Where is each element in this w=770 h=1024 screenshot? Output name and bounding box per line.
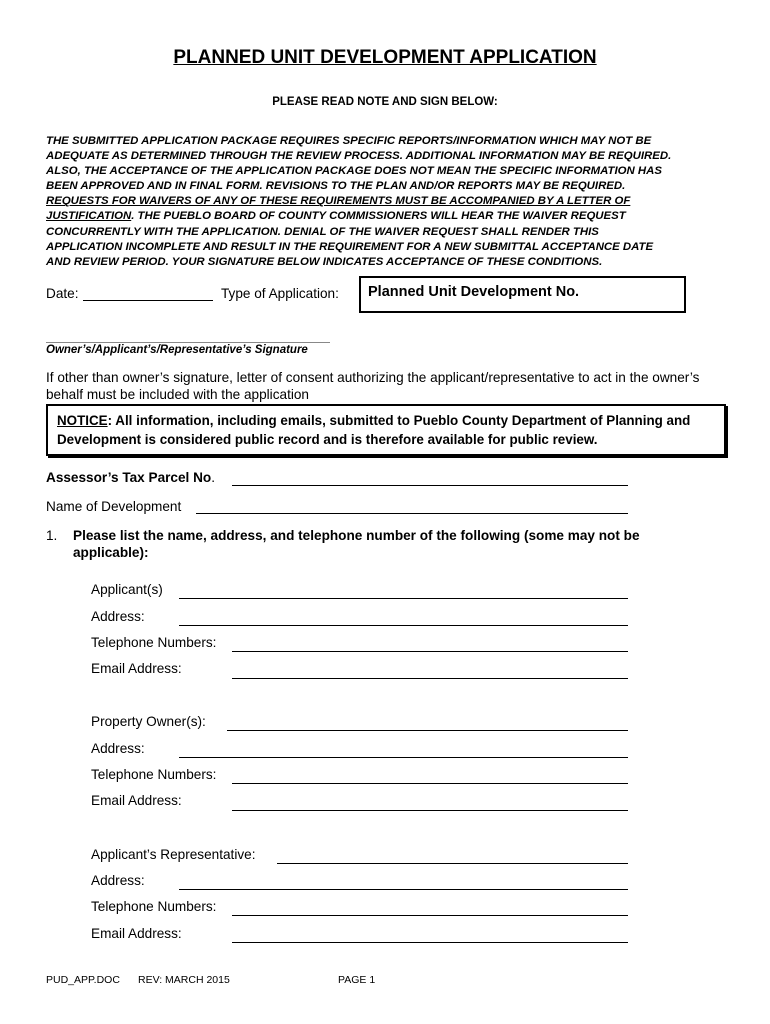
footer-revision: REV: MARCH 2015 (138, 974, 230, 986)
assessor-label (46, 470, 215, 485)
applicant-name-field[interactable] (179, 598, 628, 599)
representative-email-field[interactable] (232, 942, 628, 943)
owner-address-label: Address: (91, 741, 145, 756)
development-name-label: Name of Development (46, 499, 182, 514)
consent-text: If other than owner’s signature, letter of consent authorizing the applicant/representative to act in the owner’s behalf must be included with the application (46, 370, 700, 402)
note-line-rest: . THE PUEBLO BOARD OF COUNTY COMMISSIONERS WILL HEAR THE WAIVER REQUEST (131, 210, 626, 223)
question-number: 1. (46, 528, 58, 543)
footer-filename: PUD_APP.DOC (46, 974, 120, 986)
owner-address-field[interactable] (179, 757, 628, 758)
representative-name-label: Applicant’s Representative: (91, 847, 256, 862)
justification-text: JUSTIFICATION (46, 210, 132, 223)
applicant-address-label: Address: (91, 609, 145, 624)
note-line: THE SUBMITTED APPLICATION PACKAGE REQUIRES SPECIFIC REPORTS/INFORMATION WHICH MAY NOT BE (46, 135, 652, 147)
assessor-label-dot: . (211, 470, 216, 485)
applicant-phone-field[interactable] (232, 651, 628, 652)
page-title: PLANNED UNIT DEVELOPMENT APPLICATION (173, 47, 597, 68)
question-text: Please list the name, address, and telephone number of the following (some may not be (73, 528, 640, 543)
applicant-email-field[interactable] (232, 678, 628, 679)
applicant-address-field[interactable] (179, 625, 628, 626)
representative-address-field[interactable] (179, 889, 628, 890)
representative-phone-label: Telephone Numbers: (91, 899, 217, 914)
note-line: APPLICATION INCOMPLETE AND RESULT IN THE REQUIREMENT FOR A NEW SUBMITTAL ACCEPTANCE DATE (46, 240, 654, 253)
question-text: applicable): (73, 545, 149, 560)
development-name-field[interactable] (196, 513, 628, 514)
owner-name-field[interactable] (227, 730, 628, 731)
notice-text: Development is considered public record and is therefore available for public review. (57, 432, 598, 447)
note-line: BEEN APPROVED AND IN FINAL FORM. REVISIONS TO THE PLAN AND/OR REPORTS MAY BE REQUIRED. (46, 180, 626, 193)
representative-address-label: Address: (91, 873, 145, 888)
owner-phone-label: Telephone Numbers: (91, 767, 217, 782)
note-line (46, 209, 756, 224)
owner-email-field[interactable] (232, 810, 628, 811)
owner-email-label: Email Address: (91, 793, 182, 808)
representative-phone-field[interactable] (232, 915, 628, 916)
date-field[interactable] (83, 300, 213, 301)
application-type-label: Type of Application: (221, 286, 339, 301)
date-label: Date: (46, 286, 79, 301)
representative-email-label: Email Address: (91, 926, 182, 941)
representative-name-field[interactable] (277, 863, 628, 864)
footer-page-number: PAGE 1 (338, 974, 376, 986)
owner-name-label: Property Owner(s): (91, 714, 206, 729)
note-line: CONCURRENTLY WITH THE APPLICATION. DENIAL OF THE WAIVER REQUEST SHALL RENDER THIS (46, 225, 599, 238)
note-line-waiver: REQUESTS FOR WAIVERS OF ANY OF THESE REQUIREMENTS MUST BE ACCOMPANIED BY A LETTER OF (46, 195, 631, 208)
applicant-email-label: Email Address: (91, 661, 182, 676)
owner-phone-field[interactable] (232, 783, 628, 784)
notice-line (57, 411, 724, 430)
note-line: ALSO, THE ACCEPTANCE OF THE APPLICATION PACKAGE DOES NOT MEAN THE SPECIFIC INFORMATION HAS (46, 165, 662, 178)
note-line: ADEQUATE AS DETERMINED THROUGH THE REVIEW PROCESS. ADDITIONAL INFORMATION MAY BE REQUIRED. (46, 150, 672, 163)
applicant-phone-label: Telephone Numbers: (91, 635, 217, 650)
signature-label: Owner’s/Applicant’s/Representative’s Signature (46, 344, 308, 356)
notice-text: : All information, including emails, submitted to Pueblo County Department of Planning and (107, 413, 691, 428)
notice-label: NOTICE (57, 413, 108, 428)
assessor-label-text: Assessor’s Tax Parcel No (46, 470, 212, 485)
page-subtitle: PLEASE READ NOTE AND SIGN BELOW: (272, 96, 498, 108)
conditions-note (46, 134, 756, 270)
pud-number-box[interactable]: Planned Unit Development No. (359, 276, 686, 313)
assessor-parcel-field[interactable] (232, 485, 628, 486)
note-line: AND REVIEW PERIOD. YOUR SIGNATURE BELOW INDICATES ACCEPTANCE OF THESE CONDITIONS. (46, 255, 603, 268)
notice-box (46, 404, 726, 456)
applicant-name-label: Applicant(s) (91, 582, 163, 597)
signature-line[interactable] (46, 342, 330, 343)
